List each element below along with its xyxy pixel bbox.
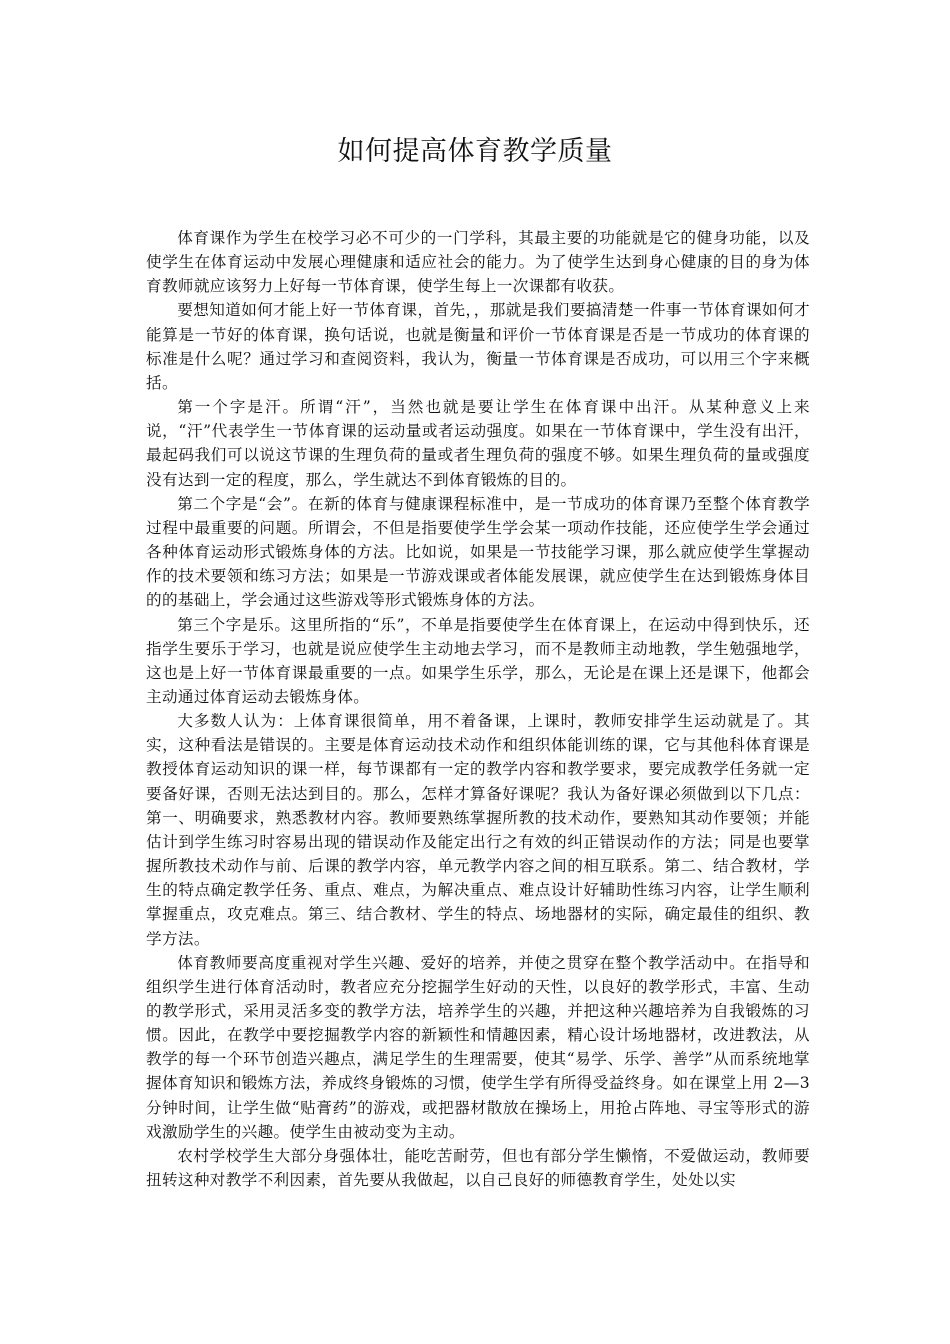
document-title: 如何提高体育教学质量 [337, 136, 613, 167]
paragraph: 体育课作为学生在校学习必不可少的一门学科，其最主要的功能就是它的健身功能，以及使学生在体育运动中发展心理健康和适应社会的能力。为了使学生达到身心健康的目的身为体育教师就应该努力上好每一节体育课，使学生每上一次课都有收获。 [146, 229, 810, 296]
paragraph: 农村学校学生大部分身强体壮，能吃苦耐劳，但也有部分学生懒惰，不爱做运动，教师要扭转这种对教学不利因素，首先要从我做起，以自己良好的师德教育学生，处处以实 [146, 1146, 810, 1190]
paragraph: 第一个字是汗。所谓“汗”，当然也就是要让学生在体育课中出汗。从某种意义上来说，“汗”代表学生一节体育课的运动量或者运动强度。如果在一节体育课中，学生没有出汗，最起码我们可以说这节课的生理负荷的量或者生理负荷的强度不够。如果生理负荷的量或强度没有达到一定的程度，那么，学生就达不到体育锻炼的目的。 [146, 398, 810, 489]
paragraph: 大多数人认为：上体育课很简单，用不着备课，上课时，教师安排学生运动就是了。其实，这种看法是错误的。主要是体育运动技术动作和组织体能训练的课，它与其他科体育课是教授体育运动知识的课一样，每节课都有一定的教学内容和教学要求，要完成教学任务就一定要备好课，否则无法达到目的。那么，怎样才算备好课呢？我认为备好课必须做到以下几点：第一、明确要求，熟悉教材内容。教师要熟练掌握所教的技术动作，要熟知其动作要领；并能估计到学生练习时容易出现的错误动作及能定出行之有效的纠正错误动作的方法；同是也要掌握所教技术动作与前、后课的教学内容，单元教学内容之间的相互联系。第二、结合教材，学生的特点确定教学任务、重点、难点，为解决重点、难点设计好辅助性练习内容，让学生顺利掌握重点，攻克难点。第三、结合教材、学生的特点、场地器材的实际，确定最佳的组织、教学方法。 [146, 712, 810, 948]
paragraph: 第三个字是乐。这里所指的“乐”，不单是指要使学生在体育课上，在运动中得到快乐，还指学生要乐于学习，也就是说应使学生主动地去学习，而不是教师主动地教，学生勉强地学，这也是上好一节体育课最重要的一点。如果学生乐学，那么，无论是在课上还是课下，他都会主动通过体育运动去锻炼身体。 [146, 615, 810, 706]
document-body [146, 226, 810, 1192]
paragraph: 体育教师要高度重视对学生兴趣、爱好的培养，并使之贯穿在整个教学活动中。在指导和组织学生进行体育活动时，教者应充分挖掘学生好动的天性，以良好的教学形式，丰富、生动的教学形式，采用灵活多变的教学方法，培养学生的兴趣，并把这种兴趣培养为自我锻炼的习惯。因此，在教学中要挖掘教学内容的新颖性和情趣因素，精心设计场地器材，改进教法，从教学的每一个环节创造兴趣点，满足学生的生理需要，使其“易学、乐学、善学”从而系统地掌握体育知识和锻炼方法，养成终身锻炼的习惯，使学生学有所得受益终身。如在课堂上用 2—3 分钟时间，让学生做“贴膏药”的游戏，或把器材散放在操场上，用抢占阵地、寻宝等形式的游戏激励学生的兴趣。使学生由被动变为主动。 [146, 953, 810, 1141]
paragraph: 第二个字是“会”。在新的体育与健康课程标准中，是一节成功的体育课乃至整个体育教学过程中最重要的问题。所谓会，不但是指要使学生学会某一项动作技能，还应使学生学会通过各种体育运动形式锻炼身体的方法。比如说，如果是一节技能学习课，那么就应使学生掌握动作的技术要领和练习方法；如果是一节游戏课或者体能发展课，就应使学生在达到锻炼身体目的的基础上，学会通过这些游戏等形式锻炼身体的方法。 [146, 494, 810, 610]
paragraph: 要想知道如何才能上好一节体育课，首先，，那就是我们要搞清楚一件事一节体育课如何才能算是一节好的体育课，换句话说，也就是衡量和评价一节体育课是否是一节成功的体育课的标准是什么呢？通过学习和查阅资料，我认为，衡量一节体育课是否成功，可以用三个字来概括。 [146, 301, 810, 392]
